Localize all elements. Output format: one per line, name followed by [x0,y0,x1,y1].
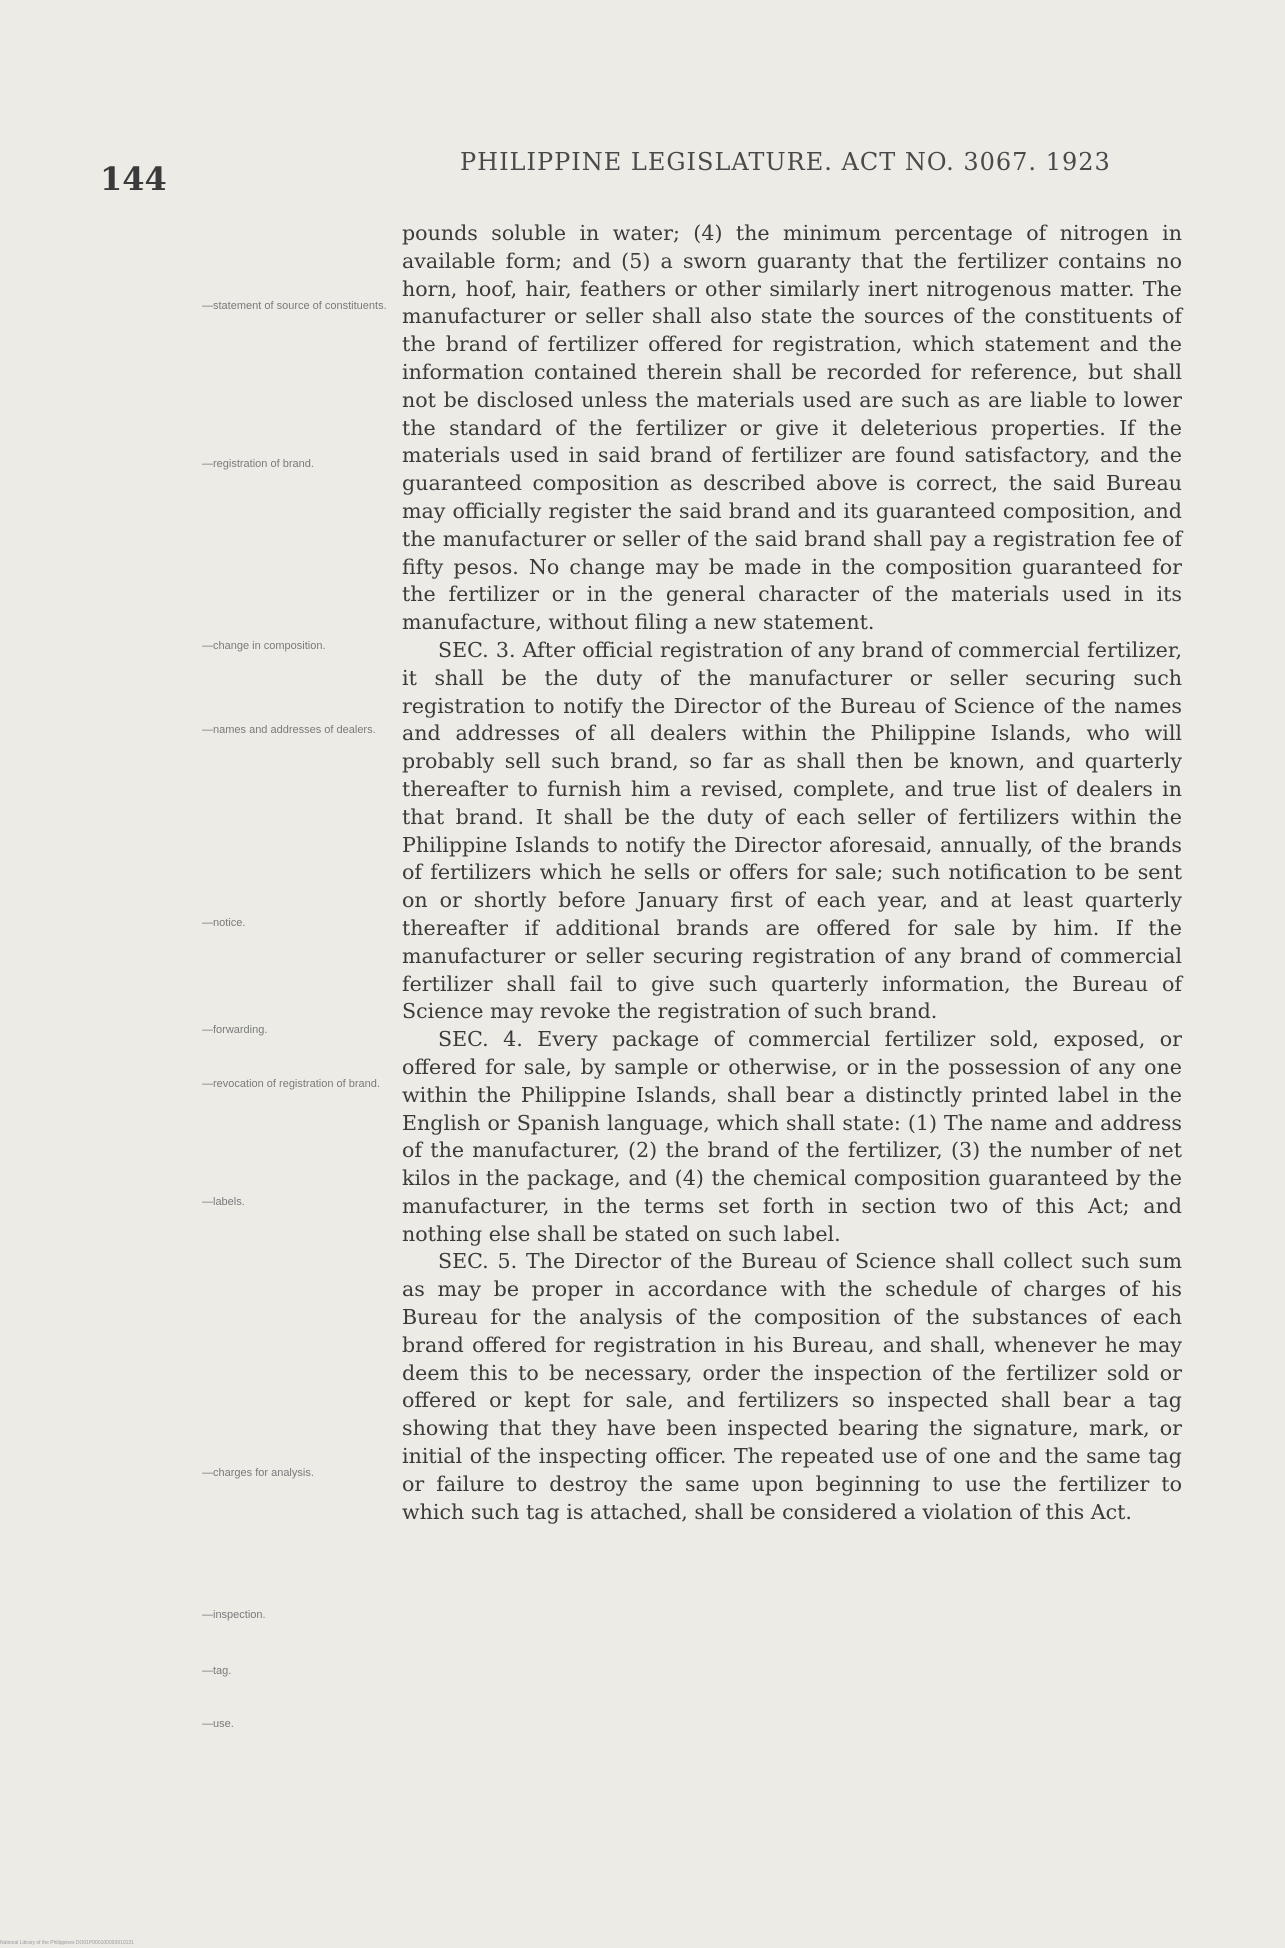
paragraph-continuation: pounds soluble in water; (4) the minimum percentage of nitrogen in available form; and (5) a sworn guaranty that the fertilizer contains no horn, hoof, hair, feathers or other similarly inert nitrogenous matter. The manufacturer or seller shall also state the sources of the constituents of the brand of fertilizer offered for registration, which statement and the information contained therein shall be recorded for reference, but shall not be disclosed unless the materials used are such as are liable to lower the standard of the fertilizer or give it deleterious properties. If the materials used in said brand of fertilizer are found satisfactory, and the guaranteed composition as described above is correct, the said Bureau may officially register the said brand and its guaranteed composition, and the manufacturer or seller of the said brand shall pay a registration fee of fifty pesos. No change may be made in the composition guaranteed for the fertilizer or in the general character of the materials used in its manufacture, without filing a new statement. [402,221,1182,635]
margin-note: —forwarding. [202,1024,268,1036]
margin-note: —registration of brand. [202,458,314,470]
margin-note: —tag. [202,1665,232,1677]
margin-note: —notice. [202,917,246,929]
section-5-text: The Director of the Bureau of Science shall collect such sum as may be proper in accordance with the schedule of charges of his Bureau for the analysis of the composition of the substances of each brand offered for registration in his Bureau, and shall, whenever he may deem this to be necessary, order the inspection of the fertilizer sold or offered or kept for sale, and fertilizers so inspected shall bear a tag showing that they have been inspected bearing the signature, mark, or initial of the inspecting officer. The repeated use of one and the same tag or failure to destroy the same upon beginning to use the fertilizer to which such tag is attached, shall be considered a violation of this Act. [402,1249,1182,1524]
running-head: PHILIPPINE LEGISLATURE. ACT NO. 3067. 1923 [460,148,1111,176]
section-4-text: Every package of commercial fertilizer sold, exposed, or offered for sale, by sample or otherwise, or in the possession of any one within the Philippine Islands, shall bear a distinctly printed label in the English or Spanish language, which shall state: (1) The name and address of the manufacturer, (2) the brand of the fertilizer, (3) the number of net kilos in the package, and (4) the chemical composition guaranteed by the manufacturer, in the terms set forth in section two of this Act; and nothing else shall be stated on such label. [402,1027,1183,1246]
section-3-label: SEC. 3. [438,637,516,662]
section-5 [402,1248,1182,1526]
margin-note: —inspection. [202,1609,266,1621]
footer-scan-credit: National Library of the Philippines DO01P000100093910131 [0,1940,134,1946]
margin-note: —statement of source of constituents. [202,300,387,312]
page-number: 144 [100,160,167,198]
section-3-text: After official registration of any brand of commercial fertilizer, it shall be the duty of the manufacturer or seller securing such registration to notify the Director of the Bureau of Science of the names and addresses of all dealers within the Philippine Islands, who will probably sell such brand, so far as shall then be known, and quarterly thereafter to furnish him a revised, complete, and true list of dealers in that brand. It shall be the duty of each seller of fertilizers within the Philippine Islands to notify the Director aforesaid, annually, of the brands of fertilizers which he sells or offers for sale; such notification to be sent on or shortly before January first of each year, and at least quarterly thereafter if additional brands are offered for sale by him. If the manufacturer or seller securing registration of any brand of commercial fertilizer shall fail to give such quarterly information, the Bureau of Science may revoke the registration of such brand. [402,637,1183,1024]
margin-note: —use. [202,1718,234,1730]
body-text [402,220,1182,1526]
section-3 [402,637,1182,1026]
margin-note: —labels. [202,1196,245,1208]
margin-note: —charges for analysis. [202,1467,314,1479]
section-4 [402,1026,1182,1248]
margin-note: —change in composition. [202,640,326,652]
section-5-label: SEC. 5. [438,1249,518,1274]
section-4-label: SEC. 4. [438,1027,523,1052]
margin-note: —revocation of registration of brand. [202,1078,380,1090]
margin-note: —names and addresses of dealers. [202,724,376,736]
